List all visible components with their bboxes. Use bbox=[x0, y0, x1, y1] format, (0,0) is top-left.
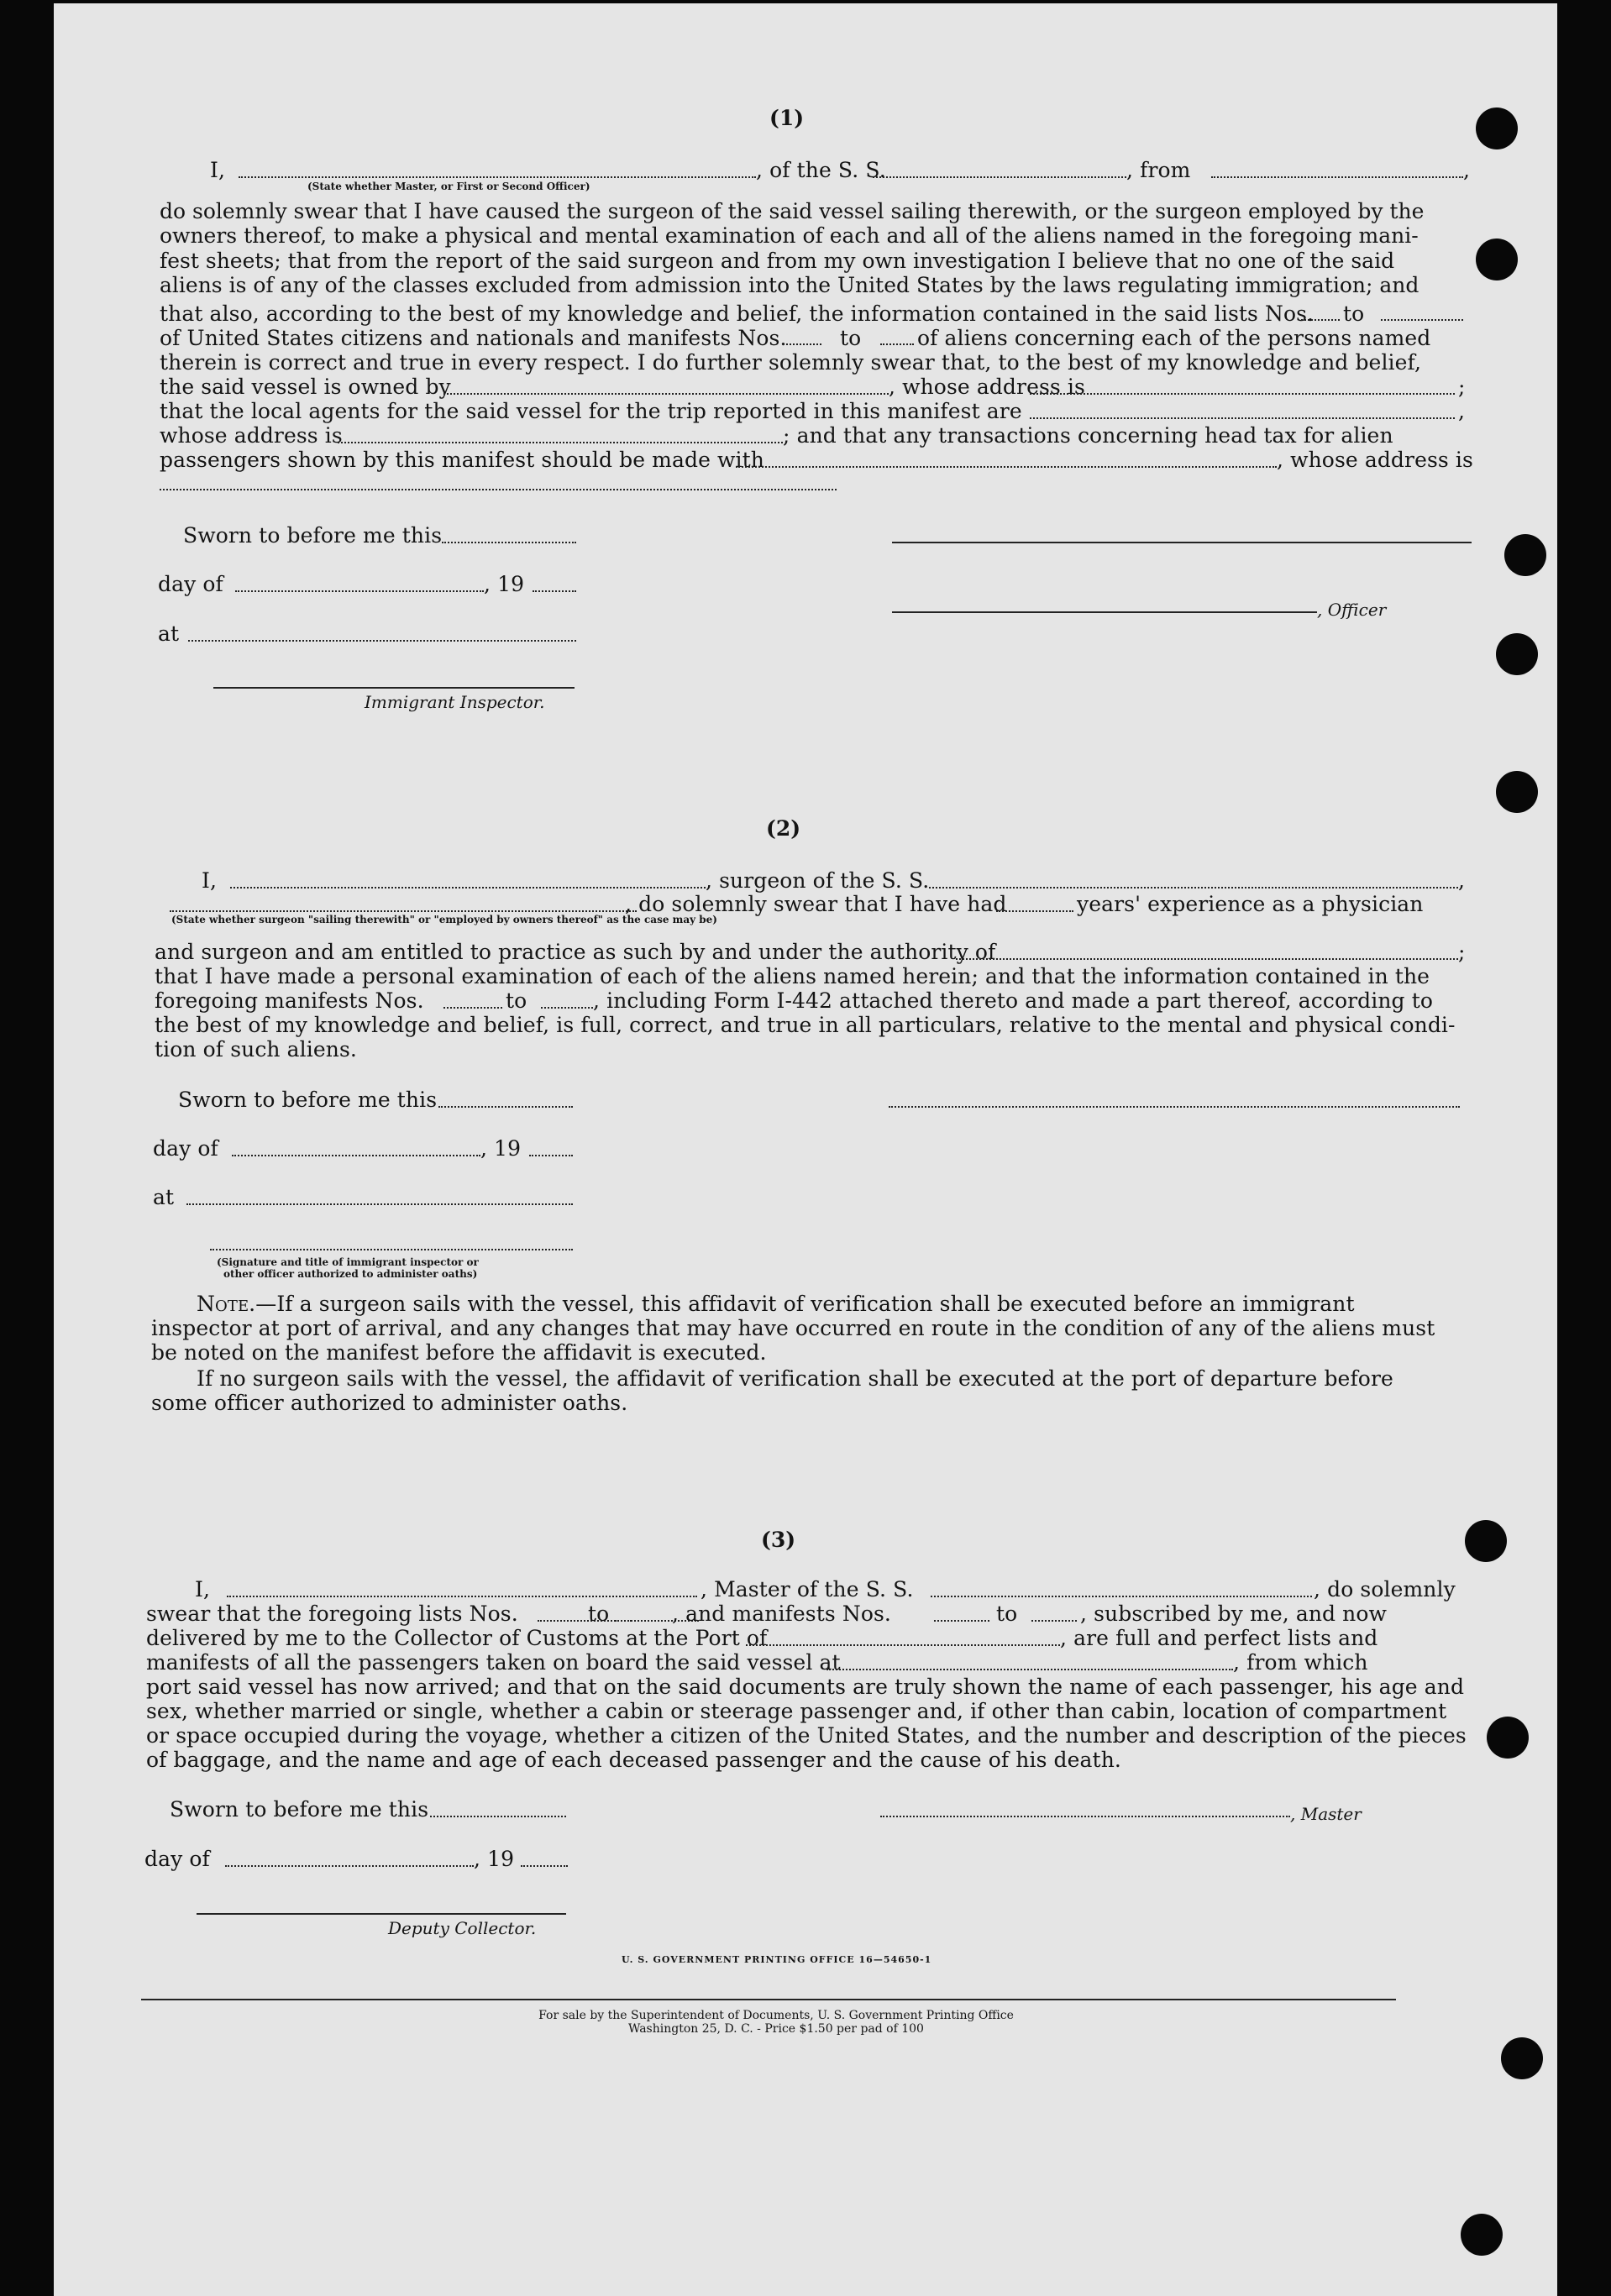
note-label: Note. bbox=[197, 1292, 256, 1316]
comma: , bbox=[1458, 868, 1466, 893]
signature-caption: other officer authorized to administer oaths) bbox=[223, 1268, 478, 1280]
at-field[interactable] bbox=[186, 1203, 573, 1205]
to-text: to bbox=[840, 326, 862, 350]
section-3-number: (3) bbox=[761, 1528, 796, 1552]
master-label: , Master bbox=[1290, 1804, 1362, 1824]
punch-hole bbox=[1496, 633, 1538, 675]
master-vessel-field[interactable] bbox=[931, 1596, 1312, 1597]
paragraph-line: port said vessel has now arrived; and that on the said documents are truly shown the name of each passenger, his age and bbox=[146, 1675, 1465, 1699]
lists-to-field[interactable] bbox=[1381, 319, 1463, 321]
surgeon-manifests-to-field[interactable] bbox=[541, 1007, 593, 1009]
section-1-from: , from bbox=[1126, 158, 1191, 182]
punch-hole bbox=[1461, 2214, 1503, 2256]
master-of-ss: , Master of the S. S. bbox=[701, 1577, 914, 1601]
paragraph-line: the best of my knowledge and belief, is full, correct, and true in all particulars, relative to the mental and physical condi- bbox=[155, 1013, 1456, 1037]
section-2-i: I, bbox=[202, 868, 218, 893]
surgeon-of-ss: , surgeon of the S. S. bbox=[706, 868, 930, 893]
inspector-signature-line[interactable] bbox=[213, 687, 575, 689]
surgeon-manifests-from-field[interactable] bbox=[443, 1007, 502, 1009]
punch-hole bbox=[1501, 2037, 1543, 2079]
sworn-text: Sworn to before me this bbox=[178, 1088, 438, 1112]
lists-from-field[interactable] bbox=[1301, 319, 1340, 321]
year-text: , 19 bbox=[484, 572, 525, 596]
paragraph-line: whose address is bbox=[160, 423, 343, 448]
officer-signature-line[interactable] bbox=[892, 542, 1472, 543]
comma: , bbox=[1463, 158, 1471, 182]
paragraph-line: sex, whether married or single, whether a cabin or steerage passenger and, if other than cabin, location of compartment bbox=[146, 1699, 1447, 1723]
paragraph-line: of United States citizens and nationals and manifests Nos. bbox=[160, 326, 787, 350]
punch-hole bbox=[1496, 771, 1538, 813]
and-manifests-text: , and manifests Nos. bbox=[672, 1601, 891, 1626]
officer-label: , Officer bbox=[1317, 600, 1387, 620]
section-1-of-ss: , of the S. S. bbox=[756, 158, 886, 182]
paragraph-line: and surgeon and am entitled to practice as such by and under the authority of bbox=[155, 940, 996, 964]
note-line: some officer authorized to administer oaths. bbox=[151, 1391, 628, 1415]
vessel-name-field[interactable] bbox=[873, 176, 1126, 178]
year-text: , 19 bbox=[480, 1136, 522, 1161]
paragraph-line: fest sheets; that from the report of the said surgeon and from my own investigation I believe that no one of the said bbox=[160, 248, 1395, 273]
boarding-port-field[interactable] bbox=[826, 1669, 1233, 1670]
document-page bbox=[54, 3, 1557, 2296]
deputy-signature-line[interactable] bbox=[197, 1913, 566, 1915]
paragraph-line: delivered by me to the Collector of Customs at the Port of bbox=[146, 1626, 768, 1650]
deputy-collector-label: Deputy Collector. bbox=[388, 1918, 537, 1938]
year-field[interactable] bbox=[529, 1155, 573, 1156]
surgeon-vessel-field[interactable] bbox=[929, 887, 1458, 889]
semicolon: ; bbox=[1458, 375, 1466, 399]
paragraph-line: of baggage, and the name and age of each deceased passenger and the cause of his death. bbox=[146, 1748, 1121, 1772]
head-tax-address-field[interactable] bbox=[160, 489, 837, 490]
section-3-i: I, bbox=[195, 1577, 211, 1601]
day-of-field[interactable] bbox=[235, 590, 484, 592]
footer-line: Washington 25, D. C. - Price $1.50 per pad of 100 bbox=[628, 2022, 924, 2036]
paragraph-line: that also, according to the best of my knowledge and belief, the information contained in the said lists Nos. bbox=[160, 301, 1315, 326]
paragraph-line: or space occupied during the voyage, whether a citizen of the United States, and the number and description of the pieces bbox=[146, 1723, 1467, 1748]
from-port-field[interactable] bbox=[1211, 176, 1463, 178]
surgeon-status-field[interactable] bbox=[170, 910, 637, 912]
of-aliens-text: of aliens concerning each of the persons named bbox=[917, 326, 1431, 350]
master-manifests-to-field[interactable] bbox=[1031, 1620, 1077, 1622]
sworn-date-field[interactable] bbox=[442, 542, 576, 543]
master-manifests-from-field[interactable] bbox=[934, 1620, 989, 1622]
to-text: to bbox=[1343, 301, 1365, 326]
day-of-text: day of bbox=[144, 1847, 210, 1871]
paragraph-line: therein is correct and true in every respect. I do further solemnly swear that, to the best of my knowledge and belief, bbox=[160, 350, 1422, 375]
do-solemnly-text: , do solemnly bbox=[1314, 1577, 1456, 1601]
transactions-text: ; and that any transactions concerning head tax for alien bbox=[783, 423, 1393, 448]
agents-address-field[interactable] bbox=[338, 442, 783, 443]
note-text: —If a surgeon sails with the vessel, this affidavit of verification shall be executed before an immigrant bbox=[255, 1292, 1355, 1316]
sworn-text: Sworn to before me this bbox=[183, 523, 443, 548]
officer-title-line[interactable] bbox=[892, 611, 1317, 613]
section-2-number: (2) bbox=[766, 816, 801, 841]
punch-hole bbox=[1476, 107, 1518, 149]
year-field[interactable] bbox=[533, 590, 576, 592]
port-field[interactable] bbox=[746, 1644, 1060, 1646]
owner-field[interactable] bbox=[443, 393, 889, 395]
signature-caption: (Signature and title of immigrant inspector or bbox=[217, 1256, 479, 1268]
section-1-paragraph bbox=[160, 199, 1467, 298]
master-signature-line[interactable] bbox=[880, 1816, 1290, 1817]
to-text: to bbox=[588, 1601, 610, 1626]
owner-address-field[interactable] bbox=[1030, 393, 1455, 395]
punch-hole bbox=[1465, 1520, 1507, 1562]
punch-hole bbox=[1504, 534, 1546, 576]
manifests-from-field[interactable] bbox=[783, 343, 821, 345]
note-line bbox=[197, 1292, 1355, 1317]
manifests-to-field[interactable] bbox=[880, 343, 914, 345]
at-field[interactable] bbox=[188, 640, 576, 642]
years-experience-text: years' experience as a physician bbox=[1077, 892, 1424, 916]
paragraph-line: passengers shown by this manifest should be made with bbox=[160, 448, 764, 472]
at-text: at bbox=[153, 1185, 175, 1209]
at-text: at bbox=[158, 621, 180, 646]
paragraph-line: the said vessel is owned by bbox=[160, 375, 451, 399]
whose-address-text: , whose address is bbox=[1277, 448, 1473, 472]
paragraph-line: foregoing manifests Nos. bbox=[155, 988, 424, 1013]
punch-hole bbox=[1476, 239, 1518, 280]
from-which-text: , from which bbox=[1233, 1650, 1368, 1675]
form-text: , including Form I-442 attached thereto and made a part thereof, according to bbox=[593, 988, 1434, 1013]
section-1-i: I, bbox=[210, 158, 226, 182]
footer-line: For sale by the Superintendent of Documents, U. S. Government Printing Office bbox=[538, 2009, 1014, 2022]
surgeon-caption: (State whether surgeon "sailing therewith" or "employed by owners thereof" as the case may be) bbox=[171, 914, 717, 925]
day-of-field[interactable] bbox=[225, 1865, 474, 1867]
paragraph-line: manifests of all the passengers taken on board the said vessel at bbox=[146, 1650, 841, 1675]
sworn-date-field[interactable] bbox=[430, 1816, 566, 1817]
punch-hole bbox=[1487, 1717, 1529, 1759]
day-of-text: day of bbox=[158, 572, 223, 596]
section-1-number: (1) bbox=[769, 106, 805, 130]
sworn-text: Sworn to before me this bbox=[170, 1797, 429, 1822]
sworn-date-field[interactable] bbox=[438, 1106, 573, 1108]
whose-address-text: , whose address is bbox=[889, 375, 1085, 399]
note-line: inspector at port of arrival, and any changes that may have occurred en route in the condition of any of the aliens must bbox=[151, 1316, 1435, 1340]
immigrant-inspector-label: Immigrant Inspector. bbox=[365, 692, 545, 712]
head-tax-party-field[interactable] bbox=[736, 466, 1277, 468]
day-of-text: day of bbox=[153, 1136, 218, 1161]
years-field[interactable] bbox=[996, 910, 1073, 912]
agents-field[interactable] bbox=[1030, 417, 1455, 419]
year-text: , 19 bbox=[474, 1847, 515, 1871]
paragraph-line: that the local agents for the said vessel for the trip reported in this manifest are bbox=[160, 399, 1022, 423]
paragraph-line: tion of such aliens. bbox=[155, 1037, 357, 1062]
to-text: to bbox=[506, 988, 527, 1013]
officer-caption: (State whether Master, or First or Second Officer) bbox=[307, 181, 590, 192]
to-text: to bbox=[996, 1601, 1018, 1626]
comma: , bbox=[1458, 399, 1466, 423]
paragraph-line: that I have made a personal examination of each of the aliens named herein; and that the information contained in the bbox=[155, 964, 1430, 988]
oath-officer-signature-line[interactable] bbox=[210, 1249, 573, 1250]
master-name-field[interactable] bbox=[227, 1596, 697, 1597]
paragraph-line: do solemnly swear that I have caused the surgeon of the said vessel sailing therewith, or the surgeon employed by the bbox=[160, 199, 1425, 223]
day-of-field[interactable] bbox=[232, 1155, 480, 1156]
authority-field[interactable] bbox=[956, 958, 1458, 960]
paragraph-line: aliens is of any of the classes excluded from admission into the United States by the laws regulating immigration; and bbox=[160, 273, 1419, 298]
surgeon-name-field[interactable] bbox=[230, 887, 706, 889]
semicolon: ; bbox=[1458, 940, 1466, 964]
full-perfect-text: , are full and perfect lists and bbox=[1060, 1626, 1378, 1650]
footer-rule bbox=[141, 1999, 1396, 2000]
note-line: If no surgeon sails with the vessel, the affidavit of verification shall be executed at the port of departure before bbox=[197, 1366, 1393, 1391]
officer-name-field[interactable] bbox=[239, 176, 756, 178]
surgeon-signature-line[interactable] bbox=[889, 1106, 1460, 1108]
printing-office-code: U. S. GOVERNMENT PRINTING OFFICE 16—54650-1 bbox=[622, 1954, 932, 1965]
subscribed-text: , subscribed by me, and now bbox=[1080, 1601, 1388, 1626]
note-line: be noted on the manifest before the affidavit is executed. bbox=[151, 1340, 767, 1365]
paragraph-line: swear that the foregoing lists Nos. bbox=[146, 1601, 518, 1626]
solemnly-swear-text: , do solemnly swear that I have had bbox=[625, 892, 1007, 916]
year-field[interactable] bbox=[521, 1865, 568, 1867]
paragraph-line: owners thereof, to make a physical and mental examination of each and all of the aliens named in the foregoing mani- bbox=[160, 223, 1419, 249]
